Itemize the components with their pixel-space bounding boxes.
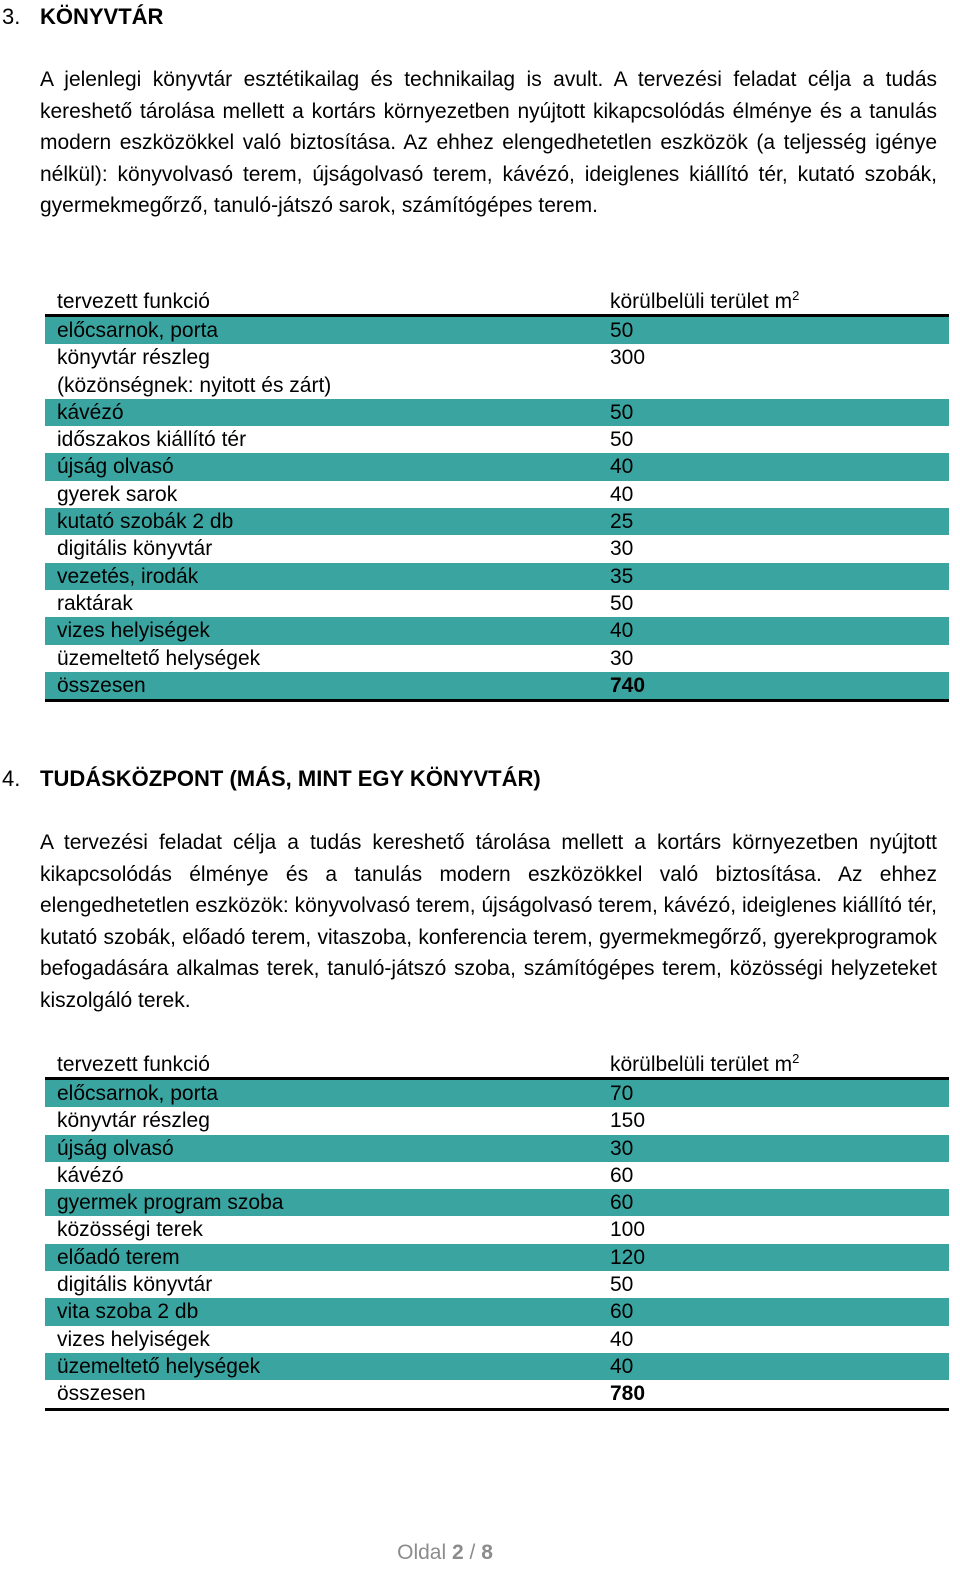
- table-row: [45, 344, 949, 399]
- page-footer: [0, 1541, 890, 1565]
- table-row: [45, 1162, 949, 1189]
- function-cell: könyvtár részleg (közönségnek: nyitott és zárt): [57, 346, 332, 397]
- total-label: összesen: [57, 1382, 146, 1406]
- function-cell: újság olvasó: [57, 1136, 174, 1160]
- function-cell: kávézó: [57, 400, 124, 424]
- area-cell: 30: [610, 537, 634, 561]
- function-cell: előcsarnok, porta: [57, 319, 219, 342]
- section-3-paragraph: A jelenlegi könyvtár esztétikailag és technikailag is avult. A tervezési feladat célja a tudás kereshető tárolása mellett a kortárs környezetben nyújtott kikapcsolódás élménye és a tanulás modern eszközökkel való biztosítása. Az ehhez elengedhetetlen eszközök (a teljesség igénye nélkül): könyvolvasó terem, újságolvasó terem, kávézó, ideiglenes kiállító tér, kutató szobák, gyermekmegőrző, tanuló-játszó sarok, számítógépes terem.: [40, 68, 937, 218]
- area-cell: 30: [610, 646, 634, 670]
- area-cell: 50: [610, 319, 634, 342]
- table-row: [45, 1353, 949, 1380]
- area-cell: 50: [610, 428, 634, 452]
- table-row: [45, 535, 949, 562]
- total-value: 740: [610, 673, 646, 697]
- total-value: 780: [610, 1382, 646, 1406]
- table-row: [45, 481, 949, 508]
- area-cell: 40: [610, 455, 634, 479]
- area-cell: 35: [610, 564, 634, 588]
- table-row: [45, 1244, 949, 1271]
- area-cell: 120: [610, 1245, 646, 1269]
- table-row: [45, 426, 949, 453]
- table-row: [45, 1107, 949, 1134]
- area-cell: 300: [610, 346, 646, 370]
- area-cell: 60: [610, 1300, 634, 1324]
- area-cell: 70: [610, 1082, 634, 1105]
- area-cell: 30: [610, 1136, 634, 1160]
- function-cell: könyvtár részleg: [57, 1109, 210, 1133]
- area-cell: 60: [610, 1191, 634, 1215]
- function-cell: gyermek program szoba: [57, 1191, 284, 1215]
- table-row: [45, 317, 949, 344]
- function-cell: időszakos kiállító tér: [57, 428, 247, 452]
- section-title: TUDÁSKÖZPONT (MÁS, MINT EGY KÖNYVTÁR): [40, 766, 541, 791]
- total-row: [45, 1380, 949, 1410]
- function-cell: újság olvasó: [57, 455, 174, 479]
- table-row: [45, 453, 949, 480]
- table-row: [45, 563, 949, 590]
- area-cell: 150: [610, 1109, 646, 1133]
- total-row: [45, 672, 949, 702]
- section-4-paragraph: A tervezési feladat célja a tudás kereshető tárolása mellett a kortárs környezetben nyújtott kikapcsolódás élménye és a tanulás modern eszközökkel való biztosítása. Az ehhez elengedhetetlen eszközök: könyvolvasó terem, újságolvasó terem, kávézó, ideiglenes kiállító tér, kutató szobák, előadó terem, vitaszoba, konferencia terem, gyermekmegőrző, gyerekprogramok befogadására alkalmas terek, tanuló-játszó szoba, számítógépes terem, közösségi helyzeteket kiszolgáló terek.: [40, 831, 937, 1012]
- section-number: 4.: [2, 766, 21, 791]
- page-separator: /: [469, 1541, 476, 1564]
- function-cell: vezetés, irodák: [57, 564, 199, 588]
- area-cell: 40: [610, 619, 634, 643]
- table-row: [45, 1298, 949, 1325]
- function-cell: üzemeltető helységek: [57, 646, 261, 670]
- function-cell: vita szoba 2 db: [57, 1300, 199, 1324]
- function-cell: gyerek sarok: [57, 482, 178, 506]
- area-cell: 25: [610, 510, 634, 534]
- area-cell: 40: [610, 1354, 634, 1378]
- area-cell: 40: [610, 482, 634, 506]
- area-cell: 40: [610, 1327, 634, 1351]
- header-function: tervezett funkció: [57, 1053, 210, 1076]
- page-current: 2: [451, 1541, 464, 1564]
- page-total: 8: [481, 1541, 493, 1564]
- header-function: tervezett funkció: [57, 290, 210, 313]
- table-row: [45, 1216, 949, 1243]
- table-row: [45, 399, 949, 426]
- function-cell: kutató szobák 2 db: [57, 510, 234, 534]
- total-label: összesen: [57, 673, 146, 697]
- table-row: [45, 590, 949, 617]
- function-cell: digitális könyvtár: [57, 1273, 213, 1297]
- area-cell: 50: [610, 1273, 634, 1297]
- function-table-1: [45, 286, 949, 702]
- table-row: [45, 1080, 949, 1107]
- function-cell: üzemeltető helységek: [57, 1354, 261, 1378]
- area-cell: 50: [610, 591, 634, 615]
- function-cell: előcsarnok, porta: [57, 1082, 219, 1105]
- area-cell: 100: [610, 1218, 646, 1242]
- function-cell: digitális könyvtár: [57, 537, 213, 561]
- section-title: KÖNYVTÁR: [40, 4, 164, 29]
- section-number: 3.: [2, 4, 21, 29]
- header-area: körülbelüli terület $m^2$: [610, 288, 800, 313]
- table-row: [45, 1189, 949, 1216]
- function-cell: vizes helyiségek: [57, 619, 210, 643]
- table-row: [45, 1135, 949, 1162]
- function-cell: raktárak: [57, 591, 133, 615]
- area-cell: 60: [610, 1163, 634, 1187]
- table-header: [45, 1049, 949, 1080]
- function-cell: közösségi terek: [57, 1218, 203, 1242]
- table-row: [45, 645, 949, 672]
- table-row: [45, 508, 949, 535]
- header-area: körülbelüli terület $m^2$: [610, 1051, 800, 1076]
- page-label: Oldal: [397, 1541, 447, 1564]
- function-cell: kávézó: [57, 1163, 124, 1187]
- table-row: [45, 1326, 949, 1353]
- area-cell: 50: [610, 400, 634, 424]
- table-row: [45, 617, 949, 644]
- function-cell: vizes helyiségek: [57, 1327, 210, 1351]
- table-header: [45, 286, 949, 317]
- function-cell: előadó terem: [57, 1245, 180, 1269]
- function-table-2: [45, 1049, 949, 1411]
- table-body: [45, 317, 949, 702]
- table-body: [45, 1080, 949, 1411]
- table-row: [45, 1271, 949, 1298]
